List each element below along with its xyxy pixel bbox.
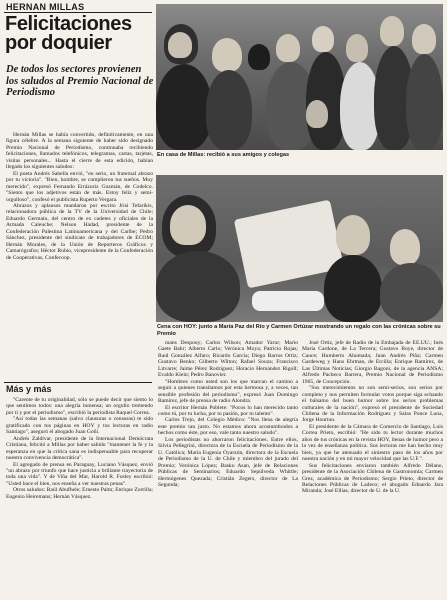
party-photo bbox=[156, 4, 443, 150]
paragraph: Otros saludos: Raúl Abufhele; Ernesto Palm; Enrique Zorrilla; Eugenio Heiremans; Hernán Vásquez. bbox=[6, 487, 153, 500]
paragraph: Abrazos y aplausos mandaron por escrito Jrisi Tefarikis, relacionadora pública de la TV de la Universidad de Chile; Eduardo Germain, del centro de ex cadetes y oficiales de la Armada Caleuche; Nelson Hadad, presidente de la Confederación Palestina Latinoamericana y del Caribe; Pedro Sánchez, presidente del sindicato de trabajadores de ECOM; Hernán Morales, de la Unión de Reporteros Gráficos y Camarógrafos; Héctor Rubio, vicepresidente de la Confederación de Cooperativas, Confecoop. bbox=[6, 202, 153, 261]
article-column-1b bbox=[6, 397, 153, 597]
paragraph: El escritor Hernán Poblete: "Pocos lo han merecido tanto como tú, por tu lucha, por tu pasión, por tu talento". bbox=[158, 404, 298, 417]
dinner-photo bbox=[156, 175, 443, 322]
paragraph: El presidente de la Cámara de Comercio de Santiago, Luis Correa Prieto, escribió: "He sido tu lector durante muchos años de tus crónicas en la revista HOY, llenas de humor pero a la vez de enseñanza política. Sus lecturas me han hecho muy bien, ya que he atenuado el siniestro paso de los años por nuestra nación y en mi mayor velocidad que las U.F.". bbox=[302, 423, 443, 463]
article-column-1 bbox=[6, 132, 153, 380]
paragraph: "Sus merecimientos no son semi-serios, son serios por completo y nos permiten formular votos porque siga echando el bálsamo del buen humor sobre los serios problemas culturales de la nación", expresó el presidente de Sociedad Chilena de la Información Rodríguez y Salas Ponce Luna, Jorge Hourton. bbox=[302, 385, 443, 424]
paragraph: Los periodistas no ahorraron felicitaciones. Entre ellos, Silvia Pellegrini, directora de la Escuela de Periodismo de la U. Católica; María Eugenia Oyarzún, directora de la Escuela de Periodismo de la U. de Chile y miembro del jurado del Premio; Verónica López; Basko Asan, jefe de Relaciones Públicas de Seminarios; Eduardo Sepúlveda Whittle; Hermógenes Quezada; Cristián Zegers, director de La Segunda; bbox=[158, 436, 298, 488]
deck: De todos los sectores provienen los saludos al Premio Nacional de Periodismo bbox=[6, 64, 154, 98]
photo-caption-top: En casa de Millas: recibió a sus amigos y colegas bbox=[157, 152, 290, 158]
photo-caption-mid: Cena con HOY: junto a María Paz del Río y Carmen Ortúzar mostrando un regalo con las crónicas sobre su Premio bbox=[157, 324, 441, 337]
paragraph: "Así todas las semanas (salvo clausuras o censuras) te sido gratificado con tus páginas en HOY y tus lecturas en radio Santiago", aseguró el abogado Juan Goñi. bbox=[6, 416, 153, 436]
headline: Felicitaciones por doquier bbox=[5, 13, 132, 54]
paragraph: mans Despouy; Carlos Wilson; Amador Yarur; Mario Gaete Bahr; Alberto Carlo; Verónica Moya; Patricio Rojas; Raúl González Alfaro; Ricardo Garcia; Diego Barros Ortiz; Gustavo Benko; Gilberto Wilton; Rafael Souza; Francisco Litvarre; Jaime Pérez Rodríguez; Horacio Hernández Rigoll; Evaldo Klein; Pedro Banovier. bbox=[158, 340, 298, 379]
paragraph: José Ortiz, jefe de Radio de la Embajada de EE.UU.; Inés María Cardone, de La Tercera; Gustavo Boye, director de Cauce; Humberto Ahumada; Juan Andrés Piña; Carmen Gardeweg y Hans Ehrman, de Ercilla; Enrique Ramírez, de Las Últimas Noticias; Giorgio Bagoni, de la agencia ANSA; Alfredo Pacheco Barrera, Premio Nacional de Periodismo 1965, de Concepción. bbox=[302, 340, 443, 385]
paragraph: Carlos Trejo, del Colegio Médico: "Nos llena de alegría este premio tan justo. No estamos ahora acostumbrados a hechos como éste, por eso, vale tanto nuestro saludo". bbox=[158, 417, 298, 437]
byline: HERNAN MILLAS bbox=[6, 2, 85, 12]
subhead-rule bbox=[4, 382, 152, 383]
paragraph: "Hombres como usted son los que marcan el camino a seguir a quienes transitamos por esta hermosa y, a veces, tan sensible profesión del periodismo", expresó Juan Domingo Ramírez, jefe de prensa de radio Alondra. bbox=[158, 378, 298, 405]
article-column-2 bbox=[158, 340, 298, 598]
paragraph: El poeta Andrés Sabella envió, "en serio, un fraternal abrazo por tu victoria". "Bien, hombre, se cumplieron tus sueños. Muy merecido", expresó Fernando Errázuriz Guzmán, de Codelco. "Siento que los adjetivos están de más. Estoy feliz y semi-orgulloso", confesó el publicista Ruperto Vergara. bbox=[6, 170, 153, 203]
paragraph: "Carente de tu originalidad, sólo se puede decir que siento lo que sentimos todos: una alegría inmensa; un orgullo tremendo por ti y por el periodismo", escribió la periodista Raquel Correa. bbox=[6, 397, 153, 416]
paragraph: Andrés Zaldívar, presidente de la Internacional Demócrata Cristiana, felicitó a Millas por haber sabido "mantener la fe y la esperanza en que la crítica sana es indispensable para recuperar nuestra convivencia democrática". bbox=[6, 435, 153, 462]
article-column-3 bbox=[302, 340, 443, 598]
paragraph: Hernán Millas se había convertido, definitivamente, en una figura célebre. A la semana siguiente de haber sido designado Premio Nacional de Periodismo, continuaba recibiendo felicitaciones, llamados telefónicos, telegramas, cartas, tarjetas, visitas personales... Hasta el cierre de esta edición, habían llegado los siguientes saludos: bbox=[6, 132, 153, 171]
section-subhead: Más y más bbox=[6, 384, 52, 394]
paragraph: Sus felicitaciones enviaron también Alfredo Délano, presidente de la Asociación Chilena de Gastronomía; Carmen Grez, académica de Periodismo; Sergio Prieto, director de Relaciones Públicas de Ladeco; el abogado Eduardo Jara Miranda; José Ellias, director de U. de la U. bbox=[302, 462, 443, 495]
paragraph: El agregado de prensa en Paraguay, Luciano Vásquez, envió "un abrazo por triunfo que hace justicia a brillante trayectoria de toda una vida". Y de Viña del Mar, Harold R. Fosley escribió: "Usted hace el bien, nos enseña a ver nuestras penas". bbox=[6, 461, 153, 487]
